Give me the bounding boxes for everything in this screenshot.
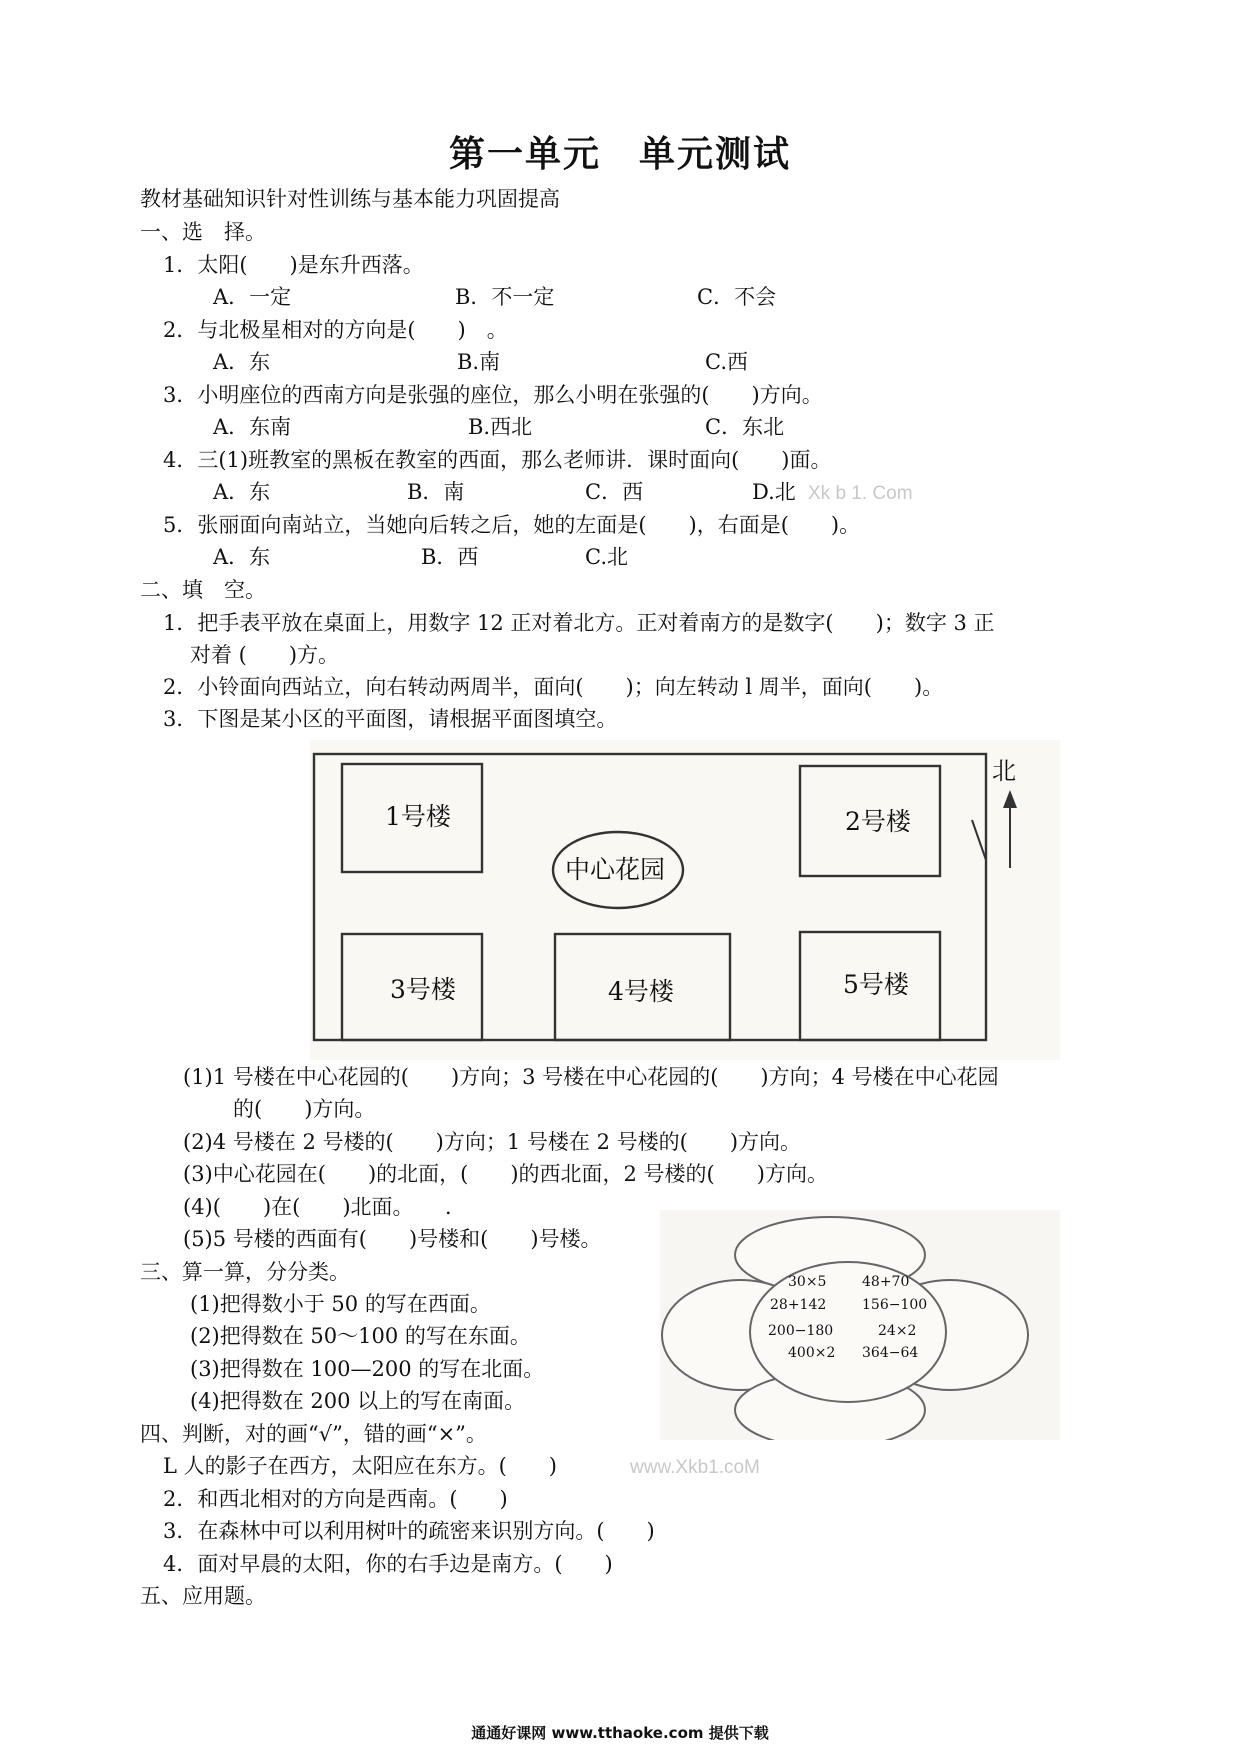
s1-question-4: 4．三(1)班教室的黑板在教室的西面，那么老师讲．课时面向( )面。 bbox=[163, 448, 832, 472]
expression-2: 48+70 bbox=[862, 1274, 910, 1290]
s1-q3-option-b: B.西北 bbox=[468, 415, 533, 439]
s1-q4-option-d: D.北 bbox=[752, 480, 796, 504]
s2-sub-1-line2: 的( )方向。 bbox=[233, 1097, 376, 1121]
north-arrow-icon bbox=[1003, 790, 1017, 808]
s1-q2-option-c: C.西 bbox=[705, 350, 748, 374]
expression-3: 28+142 bbox=[770, 1297, 827, 1313]
section4-heading: 四、判断，对的画“√”，错的画“×”。 bbox=[140, 1422, 487, 1446]
section1-heading: 一、选 择。 bbox=[140, 220, 266, 244]
s2-sub-5: (5)5 号楼的西面有( )号楼和( )号楼。 bbox=[183, 1227, 602, 1251]
s1-q5-option-c: C.北 bbox=[585, 545, 628, 569]
s1-q4-option-c: C．西 bbox=[585, 480, 644, 504]
section2-heading: 二、填 空。 bbox=[140, 578, 266, 602]
s2-sub-3: (3)中心花园在( )的北面，( )的西北面，2 号楼的( )方向。 bbox=[183, 1162, 828, 1186]
watermark-text: Xk b 1. Com bbox=[808, 483, 913, 504]
s4-item-2: 2．和西北相对的方向是西南。( ) bbox=[163, 1487, 508, 1511]
s1-q4-option-b: B．南 bbox=[407, 480, 465, 504]
s2-question-3: 3．下图是某小区的平面图，请根据平面图填空。 bbox=[163, 707, 618, 731]
s1-question-2: 2．与北极星相对的方向是( ) 。 bbox=[163, 318, 508, 342]
expression-7: 400×2 bbox=[788, 1345, 836, 1361]
s3-item-4: (4)把得数在 200 以上的写在南面。 bbox=[190, 1389, 526, 1413]
s1-question-1: 1．太阳( )是东升西落。 bbox=[163, 253, 424, 277]
building-2-label: 2号楼 bbox=[845, 807, 911, 836]
s1-q1-option-b: B．不一定 bbox=[455, 285, 555, 309]
building-5-label: 5号楼 bbox=[843, 970, 909, 999]
gate-line bbox=[972, 820, 986, 860]
section3-heading: 三、算一算，分分类。 bbox=[140, 1260, 350, 1284]
s3-item-3: (3)把得数在 100—200 的写在北面。 bbox=[190, 1357, 545, 1381]
expression-1: 30×5 bbox=[788, 1274, 827, 1290]
s1-q1-option-a: A．一定 bbox=[213, 285, 292, 309]
s1-q3-option-a: A．东南 bbox=[213, 415, 292, 439]
building-3-label: 3号楼 bbox=[390, 975, 456, 1004]
s1-q5-option-b: B．西 bbox=[421, 545, 479, 569]
s1-question-3: 3．小明座位的西南方向是张强的座位，那么小明在张强的( )方向。 bbox=[163, 383, 823, 407]
s2-sub-2: (2)4 号楼在 2 号楼的( )方向；1 号楼在 2 号楼的( )方向。 bbox=[183, 1130, 802, 1154]
flower-diagram bbox=[660, 1210, 1060, 1440]
s4-item-4: 4．面对早晨的太阳，你的右手边是南方。( ) bbox=[163, 1552, 613, 1576]
page-footer: 通通好课网 www.tthaoke.com 提供下载 bbox=[471, 1724, 769, 1742]
page-title: 第一单元 单元测试 bbox=[448, 133, 791, 175]
s2-question-2: 2．小铃面向西站立，向右转动两周半，面向( )；向左转动 l 周半，面向( )。 bbox=[163, 675, 944, 699]
s1-q2-option-b: B.南 bbox=[457, 350, 501, 374]
expression-8: 364−64 bbox=[862, 1345, 919, 1361]
watermark-text-2: www.Xkb1.coM bbox=[630, 1457, 760, 1478]
expression-5: 200−180 bbox=[768, 1323, 834, 1339]
s3-item-2: (2)把得数在 50～100 的写在东面。 bbox=[190, 1324, 531, 1348]
s2-sub-4: (4)( )在( )北面。 ． bbox=[183, 1195, 467, 1219]
north-label: 北 bbox=[992, 757, 1016, 785]
garden-label: 中心花园 bbox=[565, 855, 666, 884]
s2-question-1-line1: 1．把手表平放在桌面上，用数字 12 正对着北方。正对着南方的是数字( )；数字 3 正 bbox=[163, 611, 995, 635]
building-1-label: 1号楼 bbox=[385, 802, 451, 831]
community-floor-plan bbox=[310, 740, 1060, 1060]
section5-heading: 五、应用题。 bbox=[140, 1584, 266, 1608]
s2-sub-1-line1: (1)1 号楼在中心花园的( )方向；3 号楼在中心花园的( )方向；4 号楼在中心花园 bbox=[183, 1065, 999, 1089]
s2-question-1-line2: 对着 ( )方。 bbox=[190, 643, 340, 667]
subtitle: 教材基础知识针对性训练与基本能力巩固提高 bbox=[140, 187, 560, 211]
expression-6: 24×2 bbox=[878, 1323, 917, 1339]
s4-item-3: 3．在森林中可以利用树叶的疏密来识别方向。( ) bbox=[163, 1519, 655, 1543]
s1-q4-option-a: A．东 bbox=[213, 480, 271, 504]
building-4-label: 4号楼 bbox=[608, 977, 674, 1006]
s3-item-1: (1)把得数小于 50 的写在西面。 bbox=[190, 1292, 491, 1316]
s1-q2-option-a: A．东 bbox=[213, 350, 271, 374]
s1-q1-option-c: C．不会 bbox=[697, 285, 777, 309]
s1-question-5: 5．张丽面向南站立，当她向后转之后，她的左面是( )，右面是( )。 bbox=[163, 513, 861, 537]
s1-q5-option-a: A．东 bbox=[213, 545, 271, 569]
expression-4: 156−100 bbox=[862, 1297, 928, 1313]
s4-item-1: L 人的影子在西方，太阳应在东方。( ) bbox=[163, 1454, 558, 1478]
s1-q3-option-c: C．东北 bbox=[705, 415, 785, 439]
